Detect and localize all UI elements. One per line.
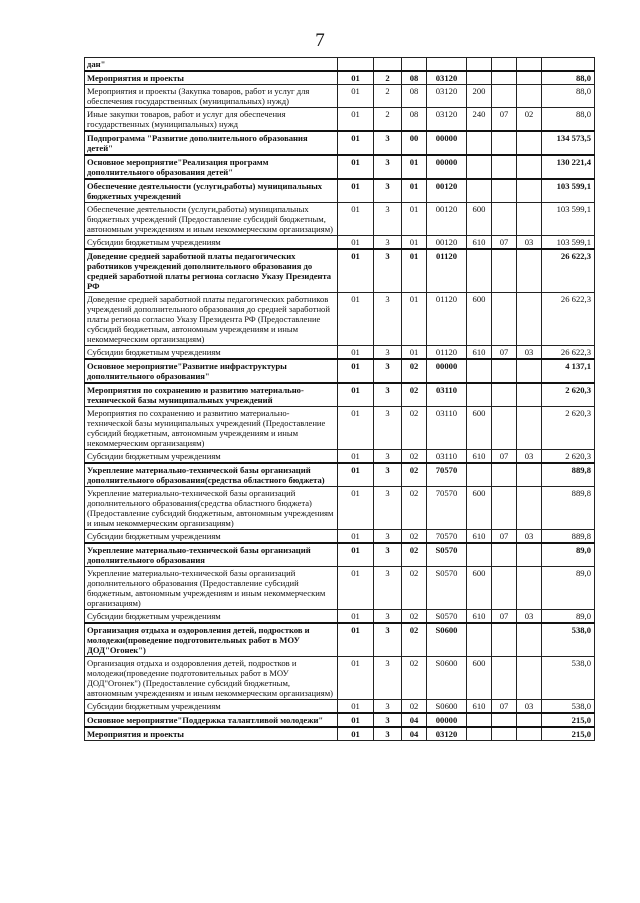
direction-code-cell: 03120: [427, 85, 467, 108]
direction-code-cell: 03120: [427, 108, 467, 132]
event-code-cell: 00: [402, 131, 427, 155]
direction-code-cell: 00000: [427, 131, 467, 155]
section-code-cell: [492, 657, 517, 700]
amount-cell: 889,8: [542, 463, 595, 487]
row-name-cell: Субсидии бюджетным учреждениям: [85, 530, 338, 544]
expense-type-cell: [467, 131, 492, 155]
row-name-cell: Обеспечение деятельности (услуги,работы) муниципальных бюджетных учреждений (Предоставление субсидий бюджетным, автономным учреждениям и иным некоммерческим организациям): [85, 203, 338, 236]
row-name-cell: Организация отдыха и оздоровления детей, подростков и молодежи(проведение подготовительных работ в МОУ ДОД"Огонек") (Предоставление субсидий бюджетным, автономным учреждениям и иным некоммерческим организациям): [85, 657, 338, 700]
subsection-code-cell: [517, 85, 542, 108]
subsection-code-cell: [517, 383, 542, 407]
row-name-cell: Укрепление материально-технической базы организаций дополнительного образования(средства областного бюджета) (Предоставление субсидий бюджетным, автономным учреждениям и иным некоммерческим организациям): [85, 487, 338, 530]
subprogram-code-cell: 3: [374, 359, 402, 383]
direction-code-cell: 03120: [427, 727, 467, 741]
event-code-cell: 08: [402, 71, 427, 85]
table-row: [85, 293, 595, 346]
row-name-cell: Субсидии бюджетным учреждениям: [85, 610, 338, 624]
amount-cell: 26 622,3: [542, 346, 595, 360]
expense-type-cell: [467, 359, 492, 383]
subprogram-code-cell: 3: [374, 623, 402, 657]
table-row: [85, 155, 595, 179]
program-code-cell: 01: [338, 179, 374, 203]
subsection-code-cell: [517, 567, 542, 610]
subprogram-code-cell: 3: [374, 567, 402, 610]
event-code-cell: 08: [402, 108, 427, 132]
program-code-cell: 01: [338, 249, 374, 293]
section-code-cell: 07: [492, 108, 517, 132]
section-code-cell: [492, 727, 517, 741]
subprogram-code-cell: 3: [374, 293, 402, 346]
amount-cell: [542, 58, 595, 72]
section-code-cell: 07: [492, 346, 517, 360]
program-code-cell: 01: [338, 203, 374, 236]
direction-code-cell: 70570: [427, 463, 467, 487]
section-code-cell: [492, 155, 517, 179]
subsection-code-cell: [517, 713, 542, 727]
section-code-cell: [492, 179, 517, 203]
subsection-code-cell: 03: [517, 530, 542, 544]
amount-cell: 538,0: [542, 623, 595, 657]
amount-cell: 26 622,3: [542, 249, 595, 293]
event-code-cell: 02: [402, 463, 427, 487]
row-name-cell: Укрепление материально-технической базы организаций дополнительного образования: [85, 543, 338, 567]
amount-cell: 89,0: [542, 610, 595, 624]
row-name-cell: Мероприятия и проекты: [85, 727, 338, 741]
amount-cell: 4 137,1: [542, 359, 595, 383]
table-row: [85, 727, 595, 741]
amount-cell: 889,8: [542, 487, 595, 530]
direction-code-cell: S0600: [427, 700, 467, 714]
section-code-cell: [492, 713, 517, 727]
subprogram-code-cell: 3: [374, 713, 402, 727]
subsection-code-cell: 03: [517, 236, 542, 250]
subsection-code-cell: [517, 179, 542, 203]
subsection-code-cell: 03: [517, 450, 542, 464]
event-code-cell: 01: [402, 179, 427, 203]
subprogram-code-cell: 3: [374, 463, 402, 487]
row-name-cell: Основное мероприятие"Реализация программ дополнительного образования детей": [85, 155, 338, 179]
event-code-cell: 02: [402, 487, 427, 530]
event-code-cell: 02: [402, 623, 427, 657]
subsection-code-cell: [517, 487, 542, 530]
subprogram-code-cell: 3: [374, 203, 402, 236]
amount-cell: 134 573,5: [542, 131, 595, 155]
program-code-cell: 01: [338, 293, 374, 346]
section-code-cell: [492, 487, 517, 530]
subsection-code-cell: [517, 131, 542, 155]
program-code-cell: 01: [338, 487, 374, 530]
amount-cell: 88,0: [542, 71, 595, 85]
table-row: [85, 236, 595, 250]
subprogram-code-cell: 3: [374, 487, 402, 530]
row-name-cell: Субсидии бюджетным учреждениям: [85, 700, 338, 714]
expense-type-cell: 600: [467, 487, 492, 530]
section-code-cell: [492, 293, 517, 346]
subsection-code-cell: [517, 407, 542, 450]
row-name-cell: Основное мероприятие"Развитие инфраструктуры дополнительного образования": [85, 359, 338, 383]
subprogram-code-cell: 3: [374, 610, 402, 624]
expense-type-cell: 600: [467, 203, 492, 236]
table-row: [85, 359, 595, 383]
amount-cell: 2 620,3: [542, 450, 595, 464]
event-code-cell: 01: [402, 249, 427, 293]
direction-code-cell: S0570: [427, 567, 467, 610]
section-code-cell: [492, 249, 517, 293]
program-code-cell: 01: [338, 85, 374, 108]
table-row: [85, 71, 595, 85]
direction-code-cell: 03120: [427, 71, 467, 85]
row-name-cell: Доведение средней заработной платы педагогических работников учреждений дополнительного образования до средней заработной платы региона согласно Указу Президента РФ (Предоставление субсидий бюджетным, автономным учреждениям и иным некоммерческим организациям): [85, 293, 338, 346]
table-row: [85, 407, 595, 450]
table-row: [85, 383, 595, 407]
row-name-cell: Субсидии бюджетным учреждениям: [85, 450, 338, 464]
program-code-cell: 01: [338, 131, 374, 155]
table-row: [85, 249, 595, 293]
subprogram-code-cell: 3: [374, 657, 402, 700]
direction-code-cell: 03110: [427, 450, 467, 464]
expense-type-cell: [467, 727, 492, 741]
event-code-cell: 02: [402, 543, 427, 567]
expense-type-cell: [467, 179, 492, 203]
subprogram-code-cell: 3: [374, 383, 402, 407]
subsection-code-cell: [517, 71, 542, 85]
program-code-cell: 01: [338, 236, 374, 250]
amount-cell: 89,0: [542, 567, 595, 610]
section-code-cell: [492, 407, 517, 450]
subprogram-code-cell: 3: [374, 179, 402, 203]
subsection-code-cell: [517, 657, 542, 700]
row-name-cell: Мероприятия и проекты (Закупка товаров, работ и услуг для обеспечения государственных (муниципальных) нужд): [85, 85, 338, 108]
amount-cell: 26 622,3: [542, 293, 595, 346]
subprogram-code-cell: 3: [374, 346, 402, 360]
amount-cell: 103 599,1: [542, 203, 595, 236]
row-name-cell: Укрепление материально-технической базы организаций дополнительного образования (Предоставление субсидий бюджетным, автономным учреждениям и иным некоммерческим организациям): [85, 567, 338, 610]
table-row: [85, 346, 595, 360]
subsection-code-cell: 02: [517, 108, 542, 132]
amount-cell: 88,0: [542, 108, 595, 132]
row-name-cell: Основное мероприятие"Поддержка талантливой молодежи": [85, 713, 338, 727]
table-row: [85, 487, 595, 530]
event-code-cell: [402, 58, 427, 72]
direction-code-cell: 00120: [427, 203, 467, 236]
expense-type-cell: 200: [467, 85, 492, 108]
subprogram-code-cell: 3: [374, 530, 402, 544]
row-name-cell: дан": [85, 58, 338, 72]
subprogram-code-cell: [374, 58, 402, 72]
subsection-code-cell: 03: [517, 610, 542, 624]
expense-type-cell: [467, 383, 492, 407]
subsection-code-cell: [517, 58, 542, 72]
program-code-cell: 01: [338, 71, 374, 85]
expense-type-cell: 610: [467, 530, 492, 544]
row-name-cell: Мероприятия и проекты: [85, 71, 338, 85]
event-code-cell: 04: [402, 727, 427, 741]
expense-type-cell: [467, 623, 492, 657]
budget-table-body: [85, 58, 595, 741]
row-name-cell: Иные закупки товаров, работ и услуг для обеспечения государственных (муниципальных) нужд: [85, 108, 338, 132]
table-row: [85, 179, 595, 203]
expense-type-cell: 240: [467, 108, 492, 132]
direction-code-cell: S0570: [427, 543, 467, 567]
event-code-cell: 01: [402, 155, 427, 179]
expense-type-cell: [467, 543, 492, 567]
budget-table: [84, 57, 595, 741]
subprogram-code-cell: 3: [374, 155, 402, 179]
direction-code-cell: 01120: [427, 346, 467, 360]
event-code-cell: 08: [402, 85, 427, 108]
page-number: 7: [315, 30, 325, 51]
event-code-cell: 02: [402, 530, 427, 544]
direction-code-cell: [427, 58, 467, 72]
event-code-cell: 01: [402, 203, 427, 236]
subprogram-code-cell: 2: [374, 71, 402, 85]
expense-type-cell: 610: [467, 450, 492, 464]
section-code-cell: [492, 623, 517, 657]
direction-code-cell: 00120: [427, 179, 467, 203]
event-code-cell: 02: [402, 657, 427, 700]
amount-cell: 103 599,1: [542, 236, 595, 250]
amount-cell: 538,0: [542, 700, 595, 714]
direction-code-cell: 01120: [427, 249, 467, 293]
section-code-cell: [492, 131, 517, 155]
program-code-cell: 01: [338, 727, 374, 741]
expense-type-cell: 600: [467, 657, 492, 700]
program-code-cell: 01: [338, 450, 374, 464]
table-row: [85, 700, 595, 714]
direction-code-cell: S0600: [427, 657, 467, 700]
subprogram-code-cell: 3: [374, 543, 402, 567]
event-code-cell: 02: [402, 407, 427, 450]
table-row: [85, 58, 595, 72]
expense-type-cell: [467, 155, 492, 179]
row-name-cell: Подпрограмма "Развитие дополнительного образования детей": [85, 131, 338, 155]
row-name-cell: Мероприятия по сохранению и развитию материально-технической базы муниципальных учреждений: [85, 383, 338, 407]
section-code-cell: [492, 58, 517, 72]
program-code-cell: 01: [338, 567, 374, 610]
direction-code-cell: S0600: [427, 623, 467, 657]
subprogram-code-cell: 2: [374, 85, 402, 108]
table-row: [85, 203, 595, 236]
table-row: [85, 713, 595, 727]
table-row: [85, 610, 595, 624]
row-name-cell: Укрепление материально-технической базы организаций дополнительного образования(средства областного бюджета): [85, 463, 338, 487]
direction-code-cell: 70570: [427, 530, 467, 544]
event-code-cell: 02: [402, 359, 427, 383]
amount-cell: 889,8: [542, 530, 595, 544]
direction-code-cell: S0570: [427, 610, 467, 624]
program-code-cell: 01: [338, 657, 374, 700]
amount-cell: 103 599,1: [542, 179, 595, 203]
table-row: [85, 85, 595, 108]
row-name-cell: Доведение средней заработной платы педагогических работников учреждений дополнительного образования до средней заработной платы региона согласно Указу Президента РФ: [85, 249, 338, 293]
direction-code-cell: 00120: [427, 236, 467, 250]
section-code-cell: 07: [492, 236, 517, 250]
event-code-cell: 02: [402, 700, 427, 714]
expense-type-cell: 610: [467, 610, 492, 624]
section-code-cell: 07: [492, 700, 517, 714]
subprogram-code-cell: 3: [374, 131, 402, 155]
table-row: [85, 567, 595, 610]
program-code-cell: 01: [338, 530, 374, 544]
section-code-cell: [492, 203, 517, 236]
subprogram-code-cell: 3: [374, 727, 402, 741]
table-row: [85, 450, 595, 464]
section-code-cell: [492, 71, 517, 85]
subsection-code-cell: 03: [517, 346, 542, 360]
direction-code-cell: 03110: [427, 407, 467, 450]
program-code-cell: 01: [338, 359, 374, 383]
expense-type-cell: 610: [467, 236, 492, 250]
event-code-cell: 02: [402, 450, 427, 464]
direction-code-cell: 00000: [427, 155, 467, 179]
program-code-cell: 01: [338, 108, 374, 132]
program-code-cell: 01: [338, 346, 374, 360]
table-row: [85, 108, 595, 132]
expense-type-cell: 600: [467, 567, 492, 610]
row-name-cell: Мероприятия по сохранению и развитию материально-технической базы муниципальных учреждений (Предоставление субсидий бюджетным, автономным учреждениям и иным некоммерческим организациям): [85, 407, 338, 450]
event-code-cell: 02: [402, 610, 427, 624]
subsection-code-cell: [517, 203, 542, 236]
subprogram-code-cell: 2: [374, 108, 402, 132]
program-code-cell: 01: [338, 463, 374, 487]
amount-cell: 130 221,4: [542, 155, 595, 179]
subsection-code-cell: [517, 249, 542, 293]
amount-cell: 215,0: [542, 727, 595, 741]
table-row: [85, 530, 595, 544]
section-code-cell: 07: [492, 610, 517, 624]
expense-type-cell: 600: [467, 407, 492, 450]
section-code-cell: [492, 85, 517, 108]
section-code-cell: [492, 463, 517, 487]
subsection-code-cell: [517, 359, 542, 383]
event-code-cell: 04: [402, 713, 427, 727]
subprogram-code-cell: 3: [374, 249, 402, 293]
amount-cell: 215,0: [542, 713, 595, 727]
section-code-cell: [492, 359, 517, 383]
row-name-cell: Субсидии бюджетным учреждениям: [85, 346, 338, 360]
expense-type-cell: 610: [467, 346, 492, 360]
program-code-cell: 01: [338, 623, 374, 657]
table-row: [85, 623, 595, 657]
program-code-cell: 01: [338, 383, 374, 407]
program-code-cell: 01: [338, 407, 374, 450]
section-code-cell: 07: [492, 450, 517, 464]
program-code-cell: 01: [338, 700, 374, 714]
subsection-code-cell: [517, 463, 542, 487]
table-row: [85, 543, 595, 567]
section-code-cell: [492, 383, 517, 407]
event-code-cell: 01: [402, 236, 427, 250]
subsection-code-cell: [517, 623, 542, 657]
amount-cell: 89,0: [542, 543, 595, 567]
subprogram-code-cell: 3: [374, 407, 402, 450]
subsection-code-cell: [517, 727, 542, 741]
subprogram-code-cell: 3: [374, 450, 402, 464]
subprogram-code-cell: 3: [374, 236, 402, 250]
direction-code-cell: 03110: [427, 383, 467, 407]
amount-cell: 2 620,3: [542, 383, 595, 407]
event-code-cell: 02: [402, 567, 427, 610]
program-code-cell: 01: [338, 543, 374, 567]
event-code-cell: 01: [402, 346, 427, 360]
section-code-cell: 07: [492, 530, 517, 544]
expense-type-cell: 610: [467, 700, 492, 714]
table-row: [85, 463, 595, 487]
amount-cell: 538,0: [542, 657, 595, 700]
row-name-cell: Обеспечение деятельности (услуги,работы) муниципальных бюджетных учреждений: [85, 179, 338, 203]
direction-code-cell: 70570: [427, 487, 467, 530]
table-row: [85, 657, 595, 700]
subsection-code-cell: [517, 293, 542, 346]
expense-type-cell: [467, 713, 492, 727]
event-code-cell: 02: [402, 383, 427, 407]
amount-cell: 88,0: [542, 85, 595, 108]
expense-type-cell: [467, 71, 492, 85]
subsection-code-cell: 03: [517, 700, 542, 714]
table-row: [85, 131, 595, 155]
row-name-cell: Субсидии бюджетным учреждениям: [85, 236, 338, 250]
expense-type-cell: [467, 463, 492, 487]
subsection-code-cell: [517, 155, 542, 179]
program-code-cell: 01: [338, 713, 374, 727]
direction-code-cell: 00000: [427, 359, 467, 383]
direction-code-cell: 01120: [427, 293, 467, 346]
event-code-cell: 01: [402, 293, 427, 346]
expense-type-cell: 600: [467, 293, 492, 346]
program-code-cell: [338, 58, 374, 72]
subprogram-code-cell: 3: [374, 700, 402, 714]
expense-type-cell: [467, 58, 492, 72]
expense-type-cell: [467, 249, 492, 293]
program-code-cell: 01: [338, 610, 374, 624]
section-code-cell: [492, 543, 517, 567]
row-name-cell: Организация отдыха и оздоровления детей, подростков и молодежи(проведение подготовительных работ в МОУ ДОД"Огонек"): [85, 623, 338, 657]
subsection-code-cell: [517, 543, 542, 567]
section-code-cell: [492, 567, 517, 610]
amount-cell: 2 620,3: [542, 407, 595, 450]
direction-code-cell: 00000: [427, 713, 467, 727]
program-code-cell: 01: [338, 155, 374, 179]
